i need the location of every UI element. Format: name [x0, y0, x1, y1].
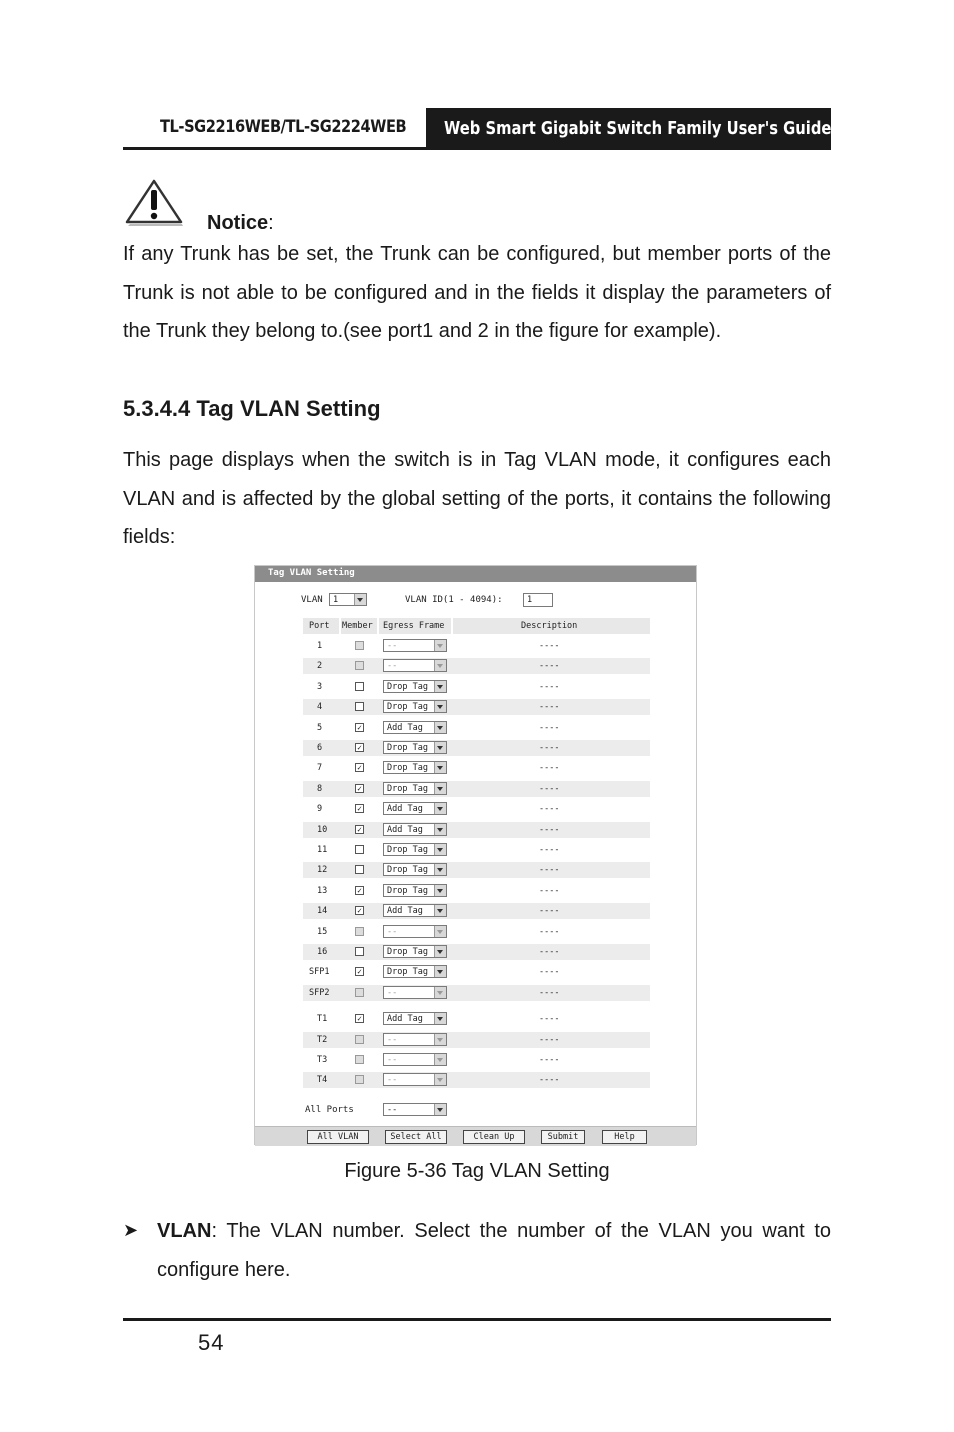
member-checkbox — [355, 661, 364, 670]
chevron-down-icon — [434, 885, 446, 896]
member-checkbox[interactable] — [355, 845, 364, 854]
member-checkbox — [355, 1055, 364, 1064]
table-row — [303, 1032, 650, 1048]
vlan-select[interactable]: 1 — [329, 593, 367, 606]
table-row — [303, 720, 650, 736]
egress-select[interactable]: Drop Tag — [383, 761, 447, 774]
description-text: ---- — [539, 641, 560, 651]
description-text: ---- — [539, 783, 560, 794]
vlan-id-label: VLAN ID(1 - 4094): — [405, 595, 503, 605]
tag-vlan-screenshot — [254, 565, 697, 1145]
port-name: 3 — [317, 681, 323, 692]
egress-select[interactable]: Drop Tag — [383, 782, 447, 795]
table-row — [303, 944, 650, 960]
egress-select[interactable]: Drop Tag — [383, 700, 447, 713]
description-text: ---- — [539, 804, 560, 815]
description-text: ---- — [539, 865, 560, 876]
chevron-down-icon — [434, 803, 446, 814]
member-checkbox[interactable] — [355, 702, 364, 711]
submit-button[interactable]: Submit — [541, 1130, 585, 1144]
member-checkbox[interactable] — [355, 865, 364, 874]
select-all-button[interactable]: Select All — [385, 1130, 447, 1144]
all-ports-select[interactable]: -- — [383, 1103, 447, 1116]
table-row — [303, 740, 650, 756]
section-intro: This page displays when the switch is in Tag VLAN mode, it configures each VLAN and is affected by the global setting of the ports, it contains the following fields: — [123, 449, 831, 548]
egress-select[interactable]: Drop Tag — [383, 741, 447, 754]
description-text: ---- — [539, 824, 560, 835]
member-checkbox[interactable]: ✓ — [355, 763, 364, 772]
section-heading: 5.3.4.4 Tag VLAN Setting — [123, 396, 381, 421]
description-text: ---- — [539, 987, 560, 998]
description-text: ---- — [539, 926, 560, 937]
port-name: 7 — [317, 763, 323, 774]
egress-select[interactable]: -- — [383, 925, 447, 938]
member-checkbox[interactable]: ✓ — [355, 784, 364, 793]
vlan-id-input[interactable]: 1 — [523, 593, 553, 607]
all-vlan-button[interactable]: All VLAN — [307, 1130, 369, 1144]
description-text: ---- — [539, 743, 560, 753]
description-text: ---- — [539, 845, 560, 855]
chevron-down-icon — [434, 844, 446, 855]
member-checkbox[interactable]: ✓ — [355, 886, 364, 895]
table-row — [303, 964, 650, 980]
chevron-down-icon — [434, 966, 446, 977]
col-header-description: Description — [453, 618, 650, 634]
notice-text: If any Trunk has be set, the Trunk can be configured, but member ports of the Trunk is not able to be configured and in the fields it display the parameters of the Trunk they belong to.(see port1 and 2 in the figure for example). — [123, 243, 831, 342]
port-name: SFP2 — [309, 987, 330, 998]
egress-select[interactable]: -- — [383, 1073, 447, 1086]
chevron-down-icon — [434, 946, 446, 957]
member-checkbox — [355, 927, 364, 936]
help-button[interactable]: Help — [602, 1130, 647, 1144]
chevron-down-icon — [434, 1034, 446, 1045]
egress-select[interactable]: -- — [383, 1053, 447, 1066]
port-name: 1 — [317, 641, 323, 651]
panel-title-bar: Tag VLAN Setting — [255, 566, 696, 582]
table-row — [303, 842, 650, 858]
egress-select[interactable]: Drop Tag — [383, 945, 447, 958]
egress-select[interactable]: Drop Tag — [383, 965, 447, 978]
port-name: 5 — [317, 722, 323, 733]
member-checkbox[interactable] — [355, 947, 364, 956]
guide-title: Web Smart Gigabit Switch Family User's Guide — [444, 118, 832, 139]
table-row — [303, 883, 650, 899]
egress-select[interactable]: Drop Tag — [383, 884, 447, 897]
table-row — [303, 1072, 650, 1088]
port-name: 10 — [317, 824, 328, 835]
chevron-down-icon — [434, 783, 446, 794]
port-name: T1 — [317, 1014, 328, 1025]
port-name: 13 — [317, 885, 328, 896]
egress-select[interactable]: Add Tag — [383, 721, 447, 734]
description-text: ---- — [539, 906, 560, 917]
member-checkbox[interactable]: ✓ — [355, 804, 364, 813]
chevron-down-icon — [434, 660, 446, 671]
manual-model-label: TL-SG2216WEB/TL-SG2224WEB — [160, 117, 407, 137]
chevron-down-icon — [434, 1054, 446, 1065]
table-row — [303, 1052, 650, 1068]
port-name: T4 — [317, 1075, 328, 1086]
egress-select[interactable]: -- — [383, 659, 447, 672]
header-divider — [123, 147, 831, 150]
table-row — [303, 822, 650, 838]
egress-select[interactable]: -- — [383, 986, 447, 999]
member-checkbox — [355, 1035, 364, 1044]
egress-select[interactable]: Add Tag — [383, 1012, 447, 1025]
port-name: 14 — [317, 906, 328, 917]
notice-title: Notice: — [207, 212, 274, 234]
chevron-down-icon — [434, 905, 446, 916]
member-checkbox — [355, 1075, 364, 1084]
port-name: 15 — [317, 926, 328, 937]
button-bar — [255, 1126, 696, 1146]
col-header-member: Member — [341, 618, 377, 634]
egress-select[interactable]: Drop Tag — [383, 843, 447, 856]
port-name: T3 — [317, 1055, 328, 1065]
member-checkbox[interactable]: ✓ — [355, 743, 364, 752]
member-checkbox — [355, 641, 364, 650]
table-row — [303, 638, 650, 654]
port-name: 16 — [317, 947, 328, 957]
chevron-down-icon — [434, 1013, 446, 1024]
chevron-down-icon — [434, 987, 446, 998]
chevron-down-icon — [434, 722, 446, 733]
port-name: 4 — [317, 702, 323, 713]
description-text: ---- — [539, 661, 560, 672]
bullet-description: : The VLAN number. Select the number of the VLAN you want to configure here. — [157, 1220, 831, 1281]
port-name: 9 — [317, 804, 323, 815]
chevron-down-icon — [434, 1074, 446, 1085]
chevron-down-icon — [434, 701, 446, 712]
member-checkbox[interactable]: ✓ — [355, 825, 364, 834]
chevron-down-icon — [434, 926, 446, 937]
figure-caption: Figure 5-36 Tag VLAN Setting — [344, 1160, 610, 1182]
clean-up-button[interactable]: Clean Up — [463, 1130, 525, 1144]
chevron-down-icon — [434, 1104, 446, 1115]
member-checkbox — [355, 988, 364, 997]
chevron-down-icon — [434, 824, 446, 835]
table-row — [303, 924, 650, 940]
description-text: ---- — [539, 681, 560, 692]
table-row — [303, 760, 650, 776]
port-name: 8 — [317, 783, 323, 794]
vlan-label: VLAN — [301, 595, 323, 605]
guide-title-banner — [426, 108, 831, 150]
chevron-down-icon — [434, 681, 446, 692]
egress-select[interactable]: -- — [383, 1033, 447, 1046]
table-row — [303, 862, 650, 878]
footer-divider — [123, 1318, 831, 1321]
description-text: ---- — [539, 885, 560, 896]
chevron-down-icon — [434, 864, 446, 875]
bullet-arrow-icon: ➤ — [123, 1220, 139, 1240]
port-name: SFP1 — [309, 967, 330, 978]
description-text: ---- — [539, 947, 560, 957]
all-ports-label: All Ports — [305, 1105, 354, 1115]
port-name: 11 — [317, 845, 328, 855]
page-number: 54 — [198, 1330, 225, 1355]
bullet-vlan — [157, 1212, 831, 1289]
chevron-down-icon — [434, 762, 446, 773]
chevron-down-icon — [434, 640, 446, 651]
col-header-egress: Egress Frame — [379, 618, 451, 634]
description-text: ---- — [539, 1055, 560, 1065]
table-row — [303, 781, 650, 797]
table-row — [303, 1011, 650, 1027]
egress-select[interactable]: -- — [383, 639, 447, 652]
member-checkbox[interactable] — [355, 682, 364, 691]
egress-select[interactable]: Add Tag — [383, 823, 447, 836]
chevron-down-icon — [434, 742, 446, 753]
table-row — [303, 699, 650, 715]
table-row — [303, 801, 650, 817]
description-text: ---- — [539, 722, 560, 733]
port-name: 12 — [317, 865, 328, 876]
description-text: ---- — [539, 967, 560, 978]
description-text: ---- — [539, 1034, 560, 1045]
warning-icon — [124, 178, 184, 228]
description-text: ---- — [539, 702, 560, 713]
port-name: 6 — [317, 743, 323, 753]
member-checkbox[interactable]: ✓ — [355, 1014, 364, 1023]
egress-select[interactable]: Drop Tag — [383, 863, 447, 876]
port-name: T2 — [317, 1034, 328, 1045]
egress-select[interactable]: Drop Tag — [383, 680, 447, 693]
description-text: ---- — [539, 1075, 560, 1086]
member-checkbox[interactable]: ✓ — [355, 723, 364, 732]
description-text: ---- — [539, 1014, 560, 1025]
member-checkbox[interactable]: ✓ — [355, 967, 364, 976]
table-row — [303, 985, 650, 1001]
egress-select[interactable]: Add Tag — [383, 904, 447, 917]
port-name: 2 — [317, 661, 323, 672]
bullet-term: VLAN — [157, 1220, 212, 1242]
member-checkbox[interactable]: ✓ — [355, 906, 364, 915]
egress-select[interactable]: Add Tag — [383, 802, 447, 815]
chevron-down-icon — [354, 594, 366, 605]
table-row — [303, 679, 650, 695]
description-text: ---- — [539, 763, 560, 774]
table-row — [303, 903, 650, 919]
col-header-port: Port — [303, 618, 339, 634]
table-row — [303, 658, 650, 674]
